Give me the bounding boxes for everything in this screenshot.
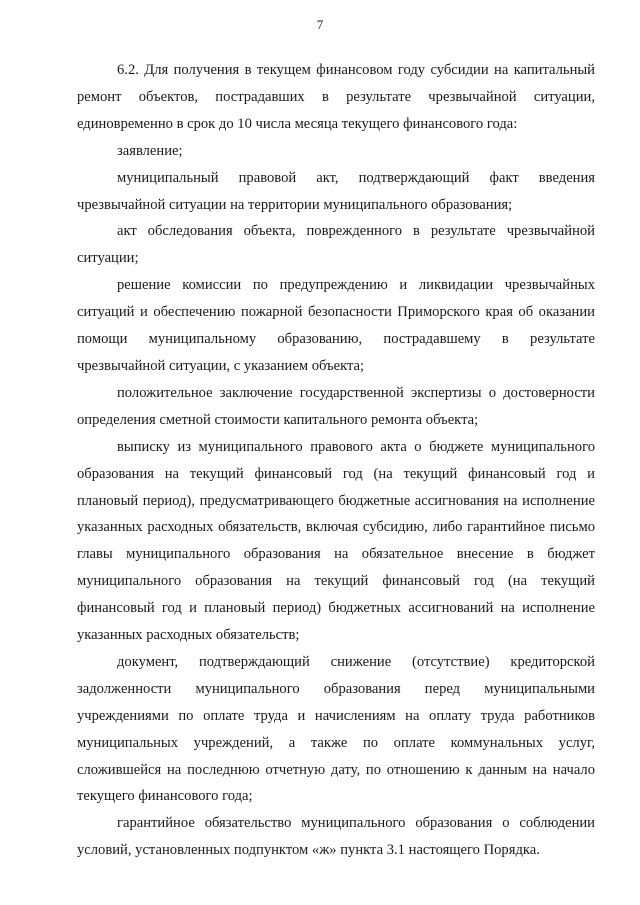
- list-item-debt-document: документ, подтверждающий снижение (отсутствие) кредиторской задолженности муниципального образования перед муниципальными учреждениями по оплате труда и начислениям на оплату труда работников муниципальных учреждений, а также по оплате коммунальных услуг, сложившейся на последнюю отчетную дату, по отношению к данным на начало текущего финансового года;: [77, 653, 595, 805]
- list-item-inspection-act: акт обследования объекта, поврежденного в результате чрезвычайной ситуации;: [77, 223, 595, 267]
- paragraph-6-2-intro: 6.2. Для получения в текущем финансовом году субсидии на капитальный ремонт объектов, пострадавших в результате чрезвычайной ситуации, единовременно в срок до 10 числа месяца текущего финансового года:: [77, 62, 595, 132]
- document-body: [77, 57, 595, 864]
- list-item-commission-decision: решение комиссии по предупреждению и ликвидации чрезвычайных ситуаций и обеспечению пожарной безопасности Приморского края об оказании помощи муниципальному образованию, пострадавшему в результате чрезвычайной ситуации, с указанием объекта;: [77, 277, 595, 374]
- list-item-application: заявление;: [117, 142, 183, 159]
- list-item-expertise-conclusion: положительное заключение государственной экспертизы о достоверности определения сметной стоимости капитального ремонта объекта;: [77, 384, 595, 428]
- list-item-municipal-act: муниципальный правовой акт, подтверждающий факт введения чрезвычайной ситуации на территории муниципального образования;: [77, 169, 595, 213]
- list-item-budget-extract: выписку из муниципального правового акта о бюджете муниципального образования на текущий финансовый год (на текущий финансовый год и плановый период), предусматривающего бюджетные ассигнования на исполнение указанных расходных обязательств, включая субсидию, либо гарантийное письмо главы муниципального образования на обязательное внесение в бюджет муниципального образования на текущий финансовый год (на текущий финансовый год и плановый период) бюджетных ассигнований на исполнение указанных расходных обязательств;: [77, 438, 595, 644]
- list-item-guarantee-obligation: гарантийное обязательство муниципального образования о соблюдении условий, установленных подпунктом «ж» пункта 3.1 настоящего Порядка.: [77, 815, 595, 859]
- page-number: 7: [316, 17, 324, 32]
